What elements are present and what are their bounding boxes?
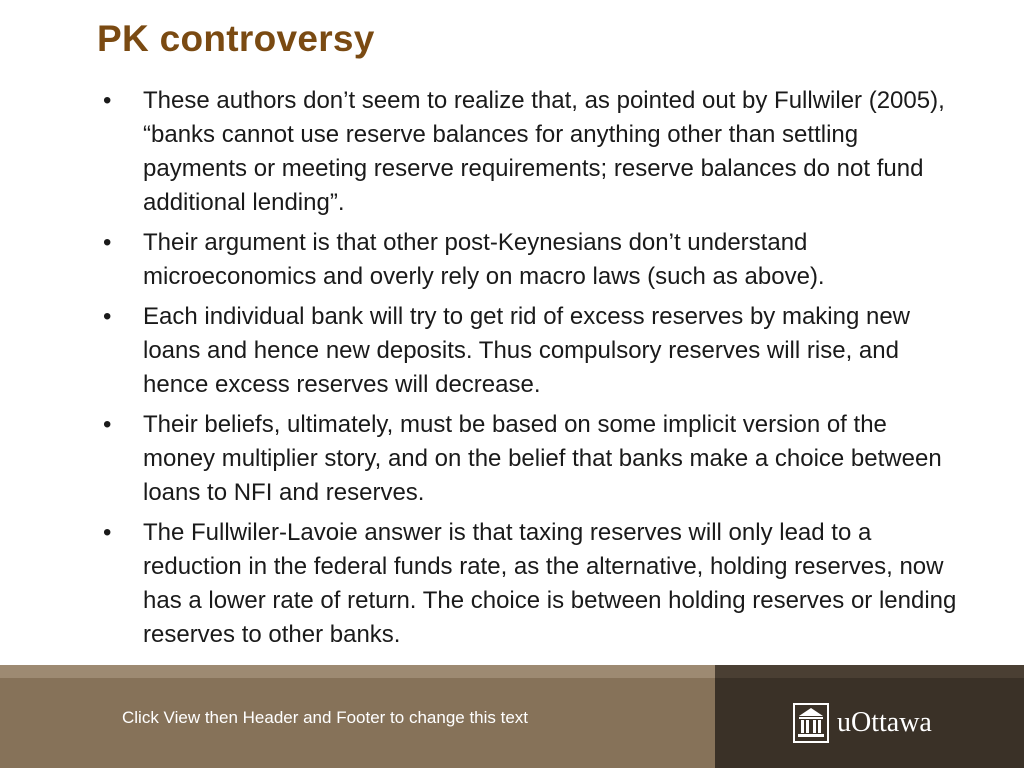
bullet-dot: • [103, 303, 112, 330]
bullet-item [100, 408, 960, 510]
bullet-item [100, 84, 960, 220]
bullet-item [100, 516, 960, 652]
bullet-dot: • [103, 411, 112, 438]
bullet-text: The Fullwiler-Lavoie answer is that taxing reserves will only lead to a reduction in the federal funds rate, as the alternative, holding reserves, now has a lower rate of return. The choice is between holding reserves or lending reserves to other banks. [143, 519, 957, 648]
university-building-icon [793, 703, 829, 743]
footer-right-band [715, 665, 1024, 678]
bullet-dot: • [103, 519, 112, 546]
slide-title: PK controversy [97, 18, 375, 59]
bullet-list [100, 84, 960, 658]
bullet-text: Each individual bank will try to get rid of excess reserves by making new loans and hence new deposits. Thus compulsory reserves will rise, and hence excess reserves will decrease. [143, 303, 911, 398]
bullet-dot: • [103, 87, 112, 114]
logo-text: uOttawa [837, 707, 932, 738]
footer-right-panel [715, 665, 1024, 768]
footer-left-panel [0, 665, 715, 768]
bullet-text: These authors don’t seem to realize that, as pointed out by Fullwiler (2005), “banks cannot use reserve balances for anything other than settling payments or meeting reserve requirements; reserve balances do not fund additional lending”. [143, 87, 945, 216]
uottawa-logo [793, 703, 932, 743]
bullet-dot: • [103, 229, 112, 256]
footer-left-band [0, 665, 715, 678]
bullet-text: Their beliefs, ultimately, must be based on some implicit version of the money multiplier story, and on the belief that banks make a choice between loans to NFI and reserves. [143, 411, 942, 506]
bullet-text: Their argument is that other post-Keynesians don’t understand microeconomics and overly rely on macro laws (such as above). [143, 229, 825, 290]
bullet-item [100, 226, 960, 294]
footer-text: Click View then Header and Footer to change this text [122, 708, 529, 727]
bullet-item [100, 300, 960, 402]
